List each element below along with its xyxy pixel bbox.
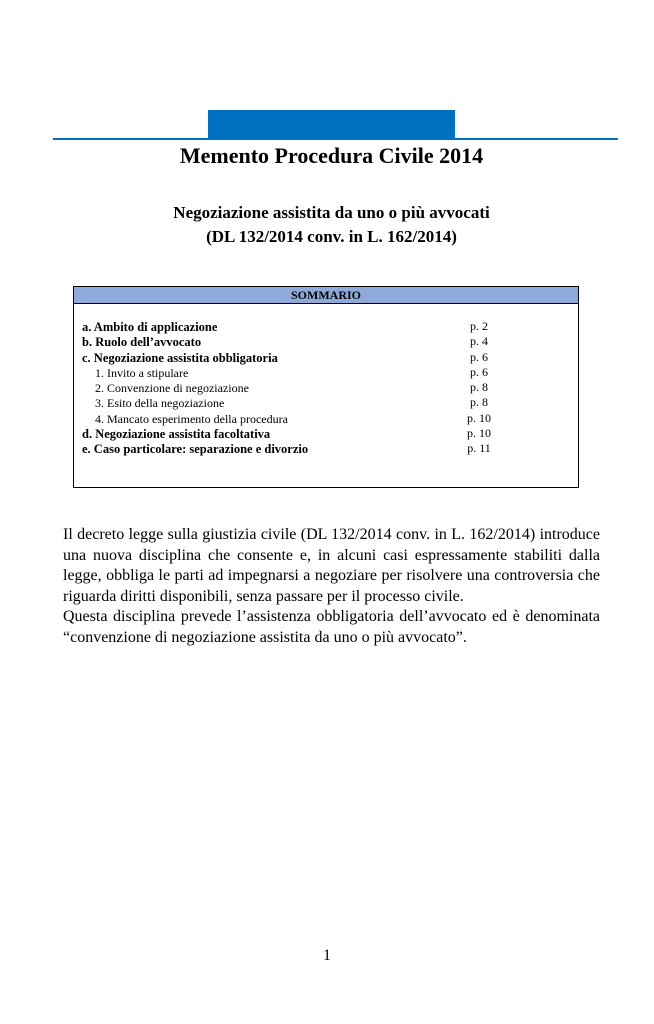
body-paragraph: Questa disciplina prevede l’assistenza obbligatoria dell’avvocato ed è denominata “convenzione di negoziazione assistita da uno o più avvocato”.: [63, 608, 600, 646]
toc-item: [82, 320, 502, 335]
document-title: Memento Procedura Civile 2014: [179, 143, 484, 168]
page-number: 1: [323, 947, 331, 964]
body-paragraph: Il decreto legge sulla giustizia civile (DL 132/2014 conv. in L. 162/2014) introduce una nuova disciplina che consente e, in alcuni casi espressamente stabiliti dalla legge, obbliga le parti ad impegnarsi a negoziare per risolvere una controversia che riguarda diritti disponibili, senza passare per il processo civile.: [63, 526, 600, 605]
toc-subitem: [82, 366, 502, 381]
toc-item-label: e. Caso particolare: separazione e divorzio: [82, 442, 309, 457]
toc-subitem-label: 2. Convenzione di negoziazione: [95, 381, 249, 396]
toc-item-label: a. Ambito di applicazione: [82, 320, 218, 334]
toc-subitem-page: p. 6: [470, 364, 488, 379]
toc-item-page: p. 11: [467, 441, 491, 456]
toc-subitem: [82, 381, 502, 396]
document-subtitle-reference: (DL 132/2014 conv. in L. 162/2014): [206, 227, 457, 246]
toc-subitem-page: p. 10: [467, 410, 491, 425]
table-of-contents: [82, 320, 502, 458]
toc-item: [82, 335, 502, 350]
header-color-block: [208, 110, 455, 139]
toc-item-page: p. 2: [470, 319, 488, 333]
summary-heading: SOMMARIO: [74, 287, 578, 304]
toc-subitem-page: p. 8: [470, 380, 488, 395]
toc-item-label: d. Negoziazione assistita facoltativa: [82, 427, 271, 442]
toc-item-label: b. Ruolo dell’avvocato: [82, 335, 202, 350]
header-rule: [53, 138, 618, 140]
toc-item-page: p. 4: [470, 334, 488, 349]
toc-item-page: p. 10: [467, 426, 491, 441]
toc-item: [82, 427, 502, 442]
toc-subitem: [82, 396, 502, 411]
document-subtitle: Negoziazione assistita da uno o più avvocati: [173, 203, 490, 222]
toc-subitem-label: 1. Invito a stipulare: [95, 365, 189, 380]
toc-item-page: p. 6: [470, 349, 488, 364]
toc-subitem-label: 3. Esito della negoziazione: [95, 396, 225, 411]
toc-item: [82, 351, 502, 366]
toc-item: [82, 442, 502, 457]
body-text: [63, 525, 600, 648]
summary-box: [73, 286, 579, 488]
toc-subitem-label: 4. Mancato esperimento della procedura: [95, 411, 288, 426]
toc-item-label: c. Negoziazione assistita obbligatoria: [82, 350, 278, 365]
toc-subitem-page: p. 8: [470, 395, 488, 410]
toc-subitem: [82, 412, 502, 427]
